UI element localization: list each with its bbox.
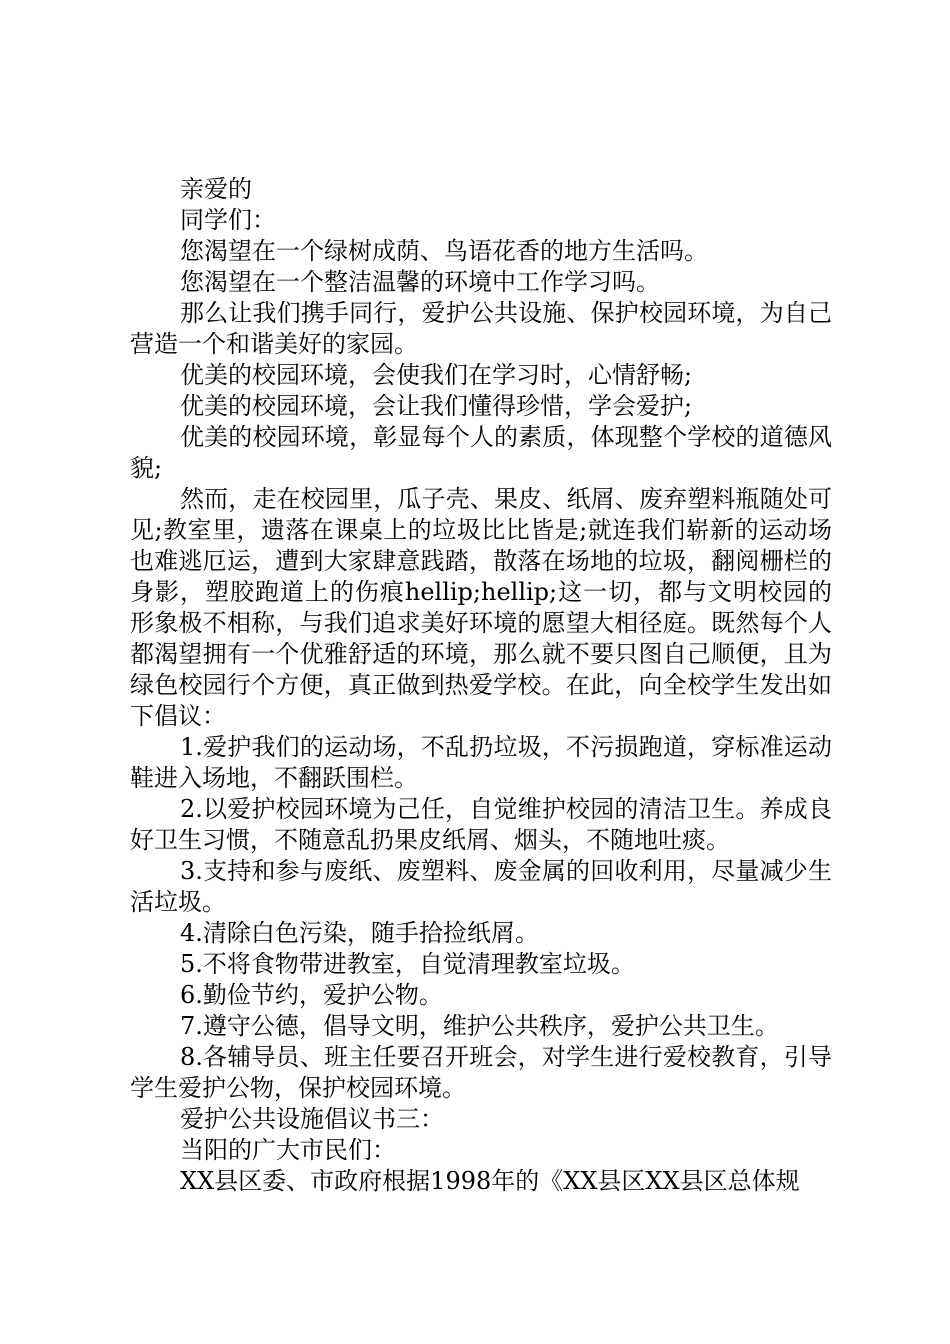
section-heading: 爱护公共设施倡议书三： bbox=[180, 1105, 444, 1133]
paragraph: 优美的校园环境，会让我们懂得珍惜，学会爱护; bbox=[180, 392, 693, 420]
list-item: 1.爱护我们的运动场，不乱扔垃圾，不污损跑道，穿标准运动鞋进入场地，不翻跃围栏。 bbox=[130, 733, 832, 792]
list-item: 3.支持和参与废纸、废塑料、废金属的回收利用，尽量减少生活垃圾。 bbox=[130, 857, 832, 916]
list-item: 6.勤俭节约，爱护公物。 bbox=[180, 981, 443, 1009]
list-item: 2.以爱护校园环境为己任，自觉维护校园的清洁卫生。养成良好卫生习惯，不随意乱扔果皮纸屑、烟头，不随地吐痰。 bbox=[130, 795, 832, 854]
paragraph: 同学们： bbox=[180, 206, 276, 234]
paragraph: 您渴望在一个绿树成荫、鸟语花香的地方生活吗。 bbox=[180, 237, 708, 265]
list-item: 7.遵守公德，倡导文明，维护公共秩序，爱护公共卫生。 bbox=[180, 1012, 779, 1040]
paragraph: 您渴望在一个整洁温馨的环境中工作学习吗。 bbox=[180, 268, 660, 296]
list-item: 5.不将食物带进教室，自觉清理教室垃圾。 bbox=[180, 950, 635, 978]
list-item: 8.各辅导员、班主任要召开班会，对学生进行爱校教育，引导学生爱护公物，保护校园环境。 bbox=[130, 1043, 832, 1102]
paragraph: 优美的校园环境，彰显每个人的素质，体现整个学校的道德风貌; bbox=[130, 423, 832, 482]
list-item: 4.清除白色污染，随手拾捡纸屑。 bbox=[180, 919, 539, 947]
paragraph: 那么让我们携手同行，爱护公共设施、保护校园环境，为自己营造一个和谐美好的家园。 bbox=[130, 299, 832, 358]
paragraph: 优美的校园环境，会使我们在学习时，心情舒畅; bbox=[180, 361, 693, 389]
paragraph: 然而，走在校园里，瓜子壳、果皮、纸屑、废弃塑料瓶随处可见;教室里，遗落在课桌上的垃圾比比皆是;就连我们崭新的运动场也难逃厄运，遭到大家肆意践踏，散落在场地的垃圾，翻阅栅栏的身影，塑胶跑道上的伤痕hellip;hellip;这一切，都与文明校园的形象极不相称，与我们追求美好环境的愿望大相径庭。既然每个人都渴望拥有一个优雅舒适的环境，那么就不要只图自己顺便，且为绿色校园行个方便，真正做到热爱学校。在此，向全校学生发出如下倡议： bbox=[130, 485, 832, 730]
paragraph: 亲爱的 bbox=[180, 175, 252, 203]
paragraph: XX县区委、市政府根据1998年的《XX县区XX县区总体规 bbox=[180, 1167, 800, 1195]
salutation: 当阳的广大市民们： bbox=[180, 1136, 396, 1164]
